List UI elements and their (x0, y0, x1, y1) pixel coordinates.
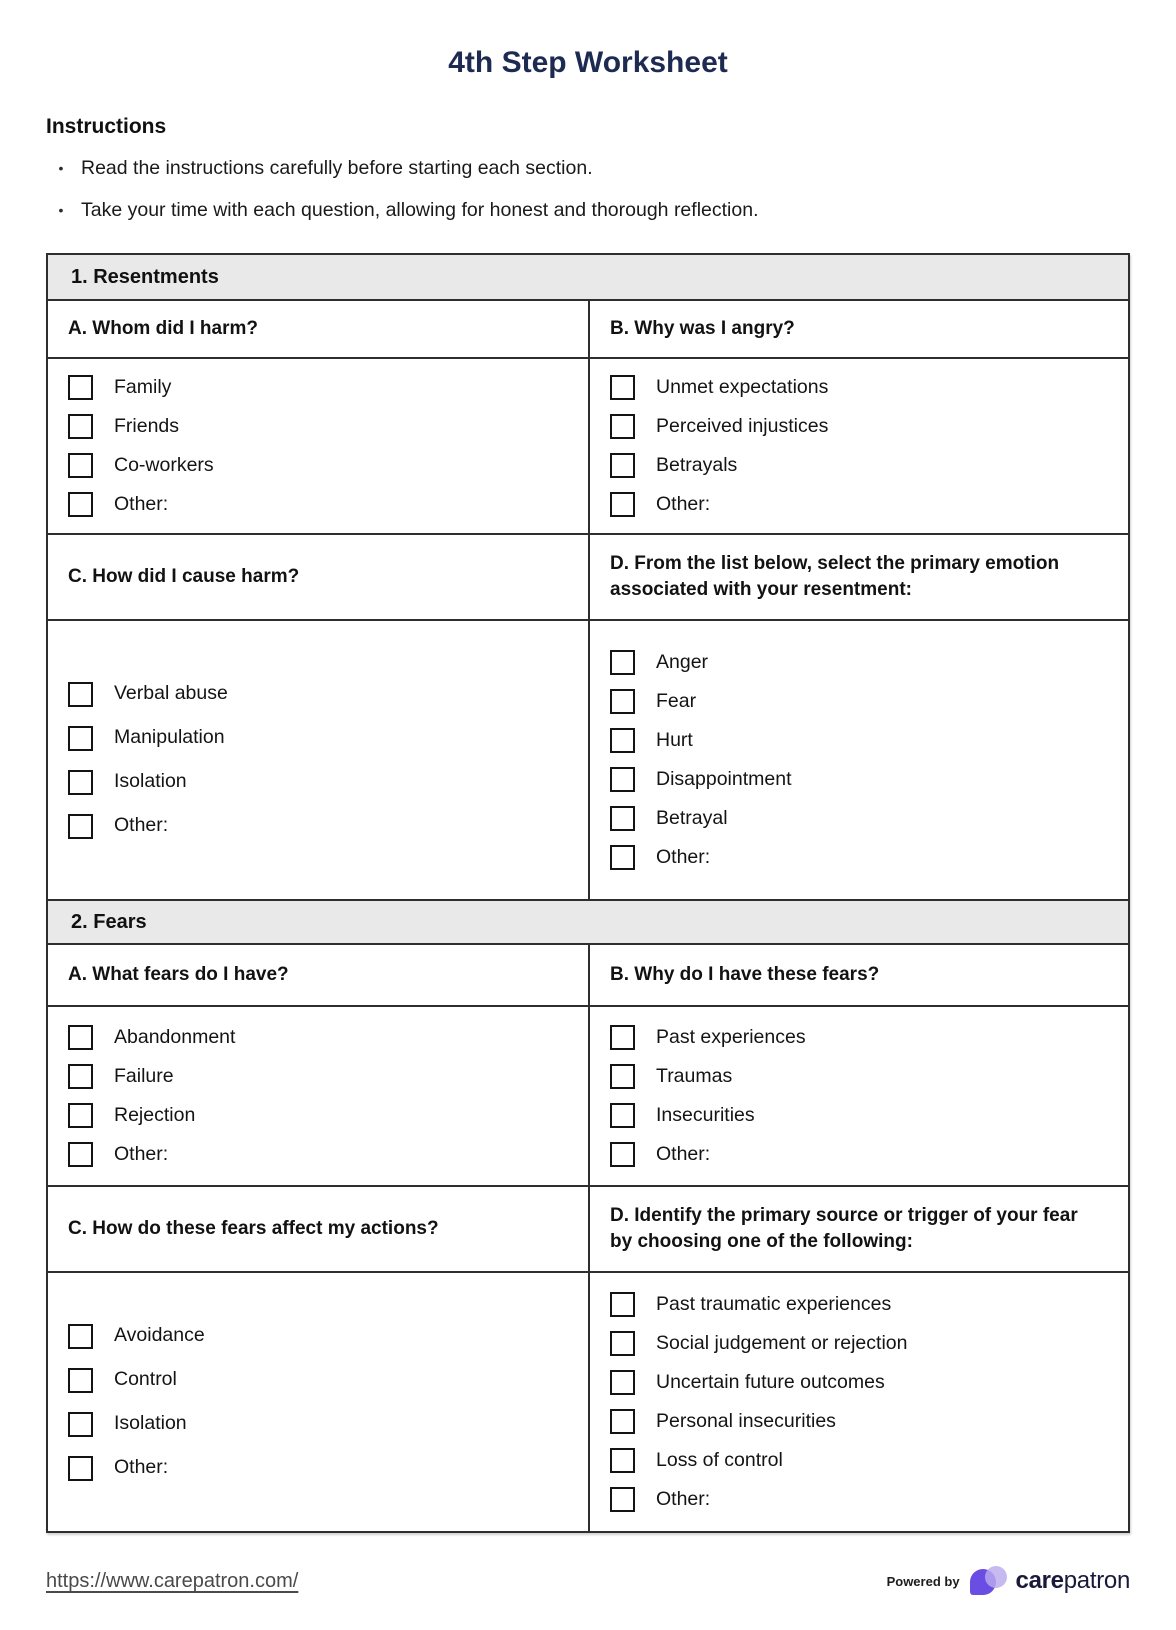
checkbox-label: Other: (114, 1142, 169, 1165)
checkbox[interactable] (68, 492, 93, 517)
checkbox-option[interactable] (610, 767, 1108, 792)
checkbox-option[interactable] (610, 689, 1108, 714)
checkbox-option[interactable] (610, 1103, 1108, 1128)
checkbox-label: Insecurities (656, 1103, 755, 1126)
checkbox[interactable] (68, 1064, 93, 1089)
checkbox[interactable] (610, 806, 635, 831)
question-cell (588, 1187, 1128, 1271)
logo-dot-shape (985, 1566, 1007, 1588)
checkbox-label: Betrayal (656, 806, 728, 829)
checkbox[interactable] (68, 1103, 93, 1128)
checkbox[interactable] (610, 845, 635, 870)
checkbox-option[interactable] (610, 1064, 1108, 1089)
checkbox[interactable] (610, 1103, 635, 1128)
options-cell (48, 1007, 588, 1185)
options-cell (48, 359, 588, 533)
checkbox-label: Hurt (656, 728, 693, 751)
checkbox[interactable] (68, 1025, 93, 1050)
question-cell (48, 301, 588, 357)
options-cell (588, 1273, 1128, 1531)
checkbox-option[interactable] (68, 375, 568, 400)
section-header-resentments (48, 255, 1128, 299)
checkbox-label: Abandonment (114, 1025, 236, 1048)
checkbox-label: Unmet expectations (656, 375, 829, 398)
brand-bold-text: care (1015, 1567, 1064, 1595)
checkbox-label: Other: (656, 492, 711, 515)
question-label: B. Why do I have these fears? (610, 963, 880, 985)
checkbox[interactable] (68, 1456, 93, 1481)
checkbox-option[interactable] (610, 414, 1108, 439)
question-cell (588, 301, 1128, 357)
instructions-section (46, 115, 1130, 224)
worksheet-table (46, 253, 1130, 1533)
checkbox-label: Loss of control (656, 1448, 783, 1471)
checkbox[interactable] (610, 1064, 635, 1089)
instruction-text: Take your time with each question, allowing for honest and thorough reflection. (81, 198, 759, 221)
bullet-icon: • (58, 159, 64, 176)
powered-by-label: Powered by (886, 1573, 960, 1589)
question-cell (48, 945, 588, 1005)
checkbox[interactable] (610, 1025, 635, 1050)
question-row (48, 943, 1128, 1005)
checkbox-option[interactable] (610, 1292, 1108, 1317)
checkbox-label: Family (114, 375, 172, 398)
checkbox-label: Rejection (114, 1103, 196, 1126)
question-label: C. How do these fears affect my actions? (68, 1217, 439, 1239)
instruction-text: Read the instructions carefully before starting each section. (81, 156, 593, 179)
checkbox-option[interactable] (610, 1142, 1108, 1167)
options-cell (588, 621, 1128, 899)
checkbox-option[interactable] (68, 770, 568, 795)
checkbox-option[interactable] (610, 1448, 1108, 1473)
checkbox-option[interactable] (68, 1103, 568, 1128)
checkbox-option[interactable] (610, 806, 1108, 831)
question-row (48, 299, 1128, 357)
checkbox-option[interactable] (68, 1412, 568, 1437)
question-cell (588, 535, 1128, 619)
checkbox-label: Control (114, 1368, 177, 1391)
checkbox[interactable] (68, 1142, 93, 1167)
checkbox[interactable] (610, 1448, 635, 1473)
checkbox-label: Personal insecurities (656, 1409, 836, 1432)
checkbox-label: Uncertain future outcomes (656, 1370, 885, 1393)
checkbox-label: Past experiences (656, 1025, 806, 1048)
checkbox-option[interactable] (68, 1064, 568, 1089)
section-title: 1. Resentments (71, 265, 219, 288)
checkbox-option[interactable] (68, 1142, 568, 1167)
checkbox[interactable] (68, 1412, 93, 1437)
question-label: A. Whom did I harm? (68, 317, 258, 339)
checkbox-label: Isolation (114, 770, 187, 793)
checkbox-option[interactable] (610, 845, 1108, 870)
instructions-heading: Instructions (46, 114, 167, 138)
checkbox-option[interactable] (68, 1025, 568, 1050)
checkbox[interactable] (68, 726, 93, 751)
checkbox-option[interactable] (68, 1456, 568, 1481)
options-cell (48, 621, 588, 899)
checkbox-label: Other: (656, 1487, 711, 1510)
checkbox-label: Perceived injustices (656, 414, 829, 437)
question-row (48, 1185, 1128, 1271)
checkbox-label: Isolation (114, 1412, 187, 1435)
checkbox-option[interactable] (610, 1025, 1108, 1050)
checkbox-label: Other: (114, 814, 169, 837)
checkbox[interactable] (610, 650, 635, 675)
checkbox[interactable] (610, 375, 635, 400)
question-label: C. How did I cause harm? (68, 565, 300, 587)
checkbox-label: Social judgement or rejection (656, 1331, 908, 1354)
checkbox-option[interactable] (68, 492, 568, 517)
section-header-fears (48, 899, 1128, 943)
checkbox[interactable] (68, 770, 93, 795)
checkbox[interactable] (610, 728, 635, 753)
question-cell (48, 535, 588, 619)
checkbox[interactable] (610, 453, 635, 478)
instruction-item (46, 198, 1130, 223)
question-cell (588, 945, 1128, 1005)
checkbox-label: Traumas (656, 1064, 733, 1087)
checkbox[interactable] (68, 1324, 93, 1349)
checkbox-option[interactable] (610, 650, 1108, 675)
checkbox[interactable] (610, 689, 635, 714)
brand-wordmark (1016, 1567, 1130, 1595)
checkbox-option[interactable] (68, 414, 568, 439)
question-label: A. What fears do I have? (68, 963, 289, 985)
brand-block (887, 1565, 1130, 1597)
checkbox-label: Disappointment (656, 767, 792, 790)
checkbox-option[interactable] (610, 1370, 1108, 1395)
checkbox[interactable] (610, 492, 635, 517)
checkbox-label: Other: (114, 1456, 169, 1479)
checkbox[interactable] (68, 1368, 93, 1393)
options-row (48, 357, 1128, 533)
checkbox[interactable] (68, 682, 93, 707)
checkbox-option[interactable] (610, 453, 1108, 478)
options-row (48, 619, 1128, 899)
checkbox[interactable] (68, 414, 93, 439)
checkbox-label: Other: (656, 845, 711, 868)
checkbox-option[interactable] (68, 726, 568, 751)
checkbox-option[interactable] (68, 1324, 568, 1349)
checkbox-label: Friends (114, 414, 180, 437)
checkbox-option[interactable] (610, 375, 1108, 400)
checkbox-label: Other: (656, 1142, 711, 1165)
brand-regular-text: patron (1063, 1567, 1130, 1595)
checkbox[interactable] (68, 814, 93, 839)
question-label: D. From the list below, select the primary emotion associated with your resentment: (610, 552, 1060, 601)
checkbox-label: Betrayals (656, 453, 738, 476)
page-footer (46, 1565, 1130, 1597)
checkbox[interactable] (610, 1142, 635, 1167)
options-row (48, 1271, 1128, 1531)
options-row (48, 1005, 1128, 1185)
checkbox[interactable] (68, 453, 93, 478)
options-cell (588, 359, 1128, 533)
checkbox-option[interactable] (68, 1368, 568, 1393)
checkbox[interactable] (610, 1409, 635, 1434)
checkbox-option[interactable] (68, 682, 568, 707)
checkbox-option[interactable] (610, 1331, 1108, 1356)
question-label: D. Identify the primary source or trigger of your fear by choosing one of the following: (610, 1204, 1078, 1253)
checkbox-label: Failure (114, 1064, 174, 1087)
checkbox[interactable] (610, 414, 635, 439)
checkbox-label: Avoidance (114, 1324, 205, 1347)
options-cell (588, 1007, 1128, 1185)
checkbox-label: Past traumatic experiences (656, 1292, 892, 1315)
page-title: 4th Step Worksheet (448, 46, 728, 79)
checkbox-label: Fear (656, 689, 697, 712)
checkbox[interactable] (610, 1487, 635, 1512)
checkbox[interactable] (610, 1370, 635, 1395)
checkbox-label: Manipulation (114, 726, 225, 749)
checkbox-option[interactable] (610, 492, 1108, 517)
checkbox-option[interactable] (610, 1487, 1108, 1512)
instruction-item (46, 156, 1130, 181)
checkbox-option[interactable] (610, 1409, 1108, 1434)
checkbox-label: Verbal abuse (114, 682, 228, 705)
checkbox-label: Anger (656, 650, 709, 673)
checkbox-option[interactable] (68, 453, 568, 478)
checkbox-label: Other: (114, 492, 169, 515)
carepatron-link[interactable]: https://www.carepatron.com/ (46, 1569, 299, 1592)
question-label: B. Why was I angry? (610, 317, 795, 339)
checkbox[interactable] (610, 767, 635, 792)
question-row (48, 533, 1128, 619)
checkbox[interactable] (610, 1331, 635, 1356)
question-cell (48, 1187, 588, 1271)
carepatron-logo-icon (969, 1565, 1009, 1597)
checkbox-option[interactable] (68, 814, 568, 839)
checkbox-label: Co-workers (114, 453, 214, 476)
section-title: 2. Fears (71, 910, 147, 933)
checkbox[interactable] (610, 1292, 635, 1317)
checkbox[interactable] (68, 375, 93, 400)
checkbox-option[interactable] (610, 728, 1108, 753)
bullet-icon: • (58, 201, 64, 218)
options-cell (48, 1273, 588, 1531)
